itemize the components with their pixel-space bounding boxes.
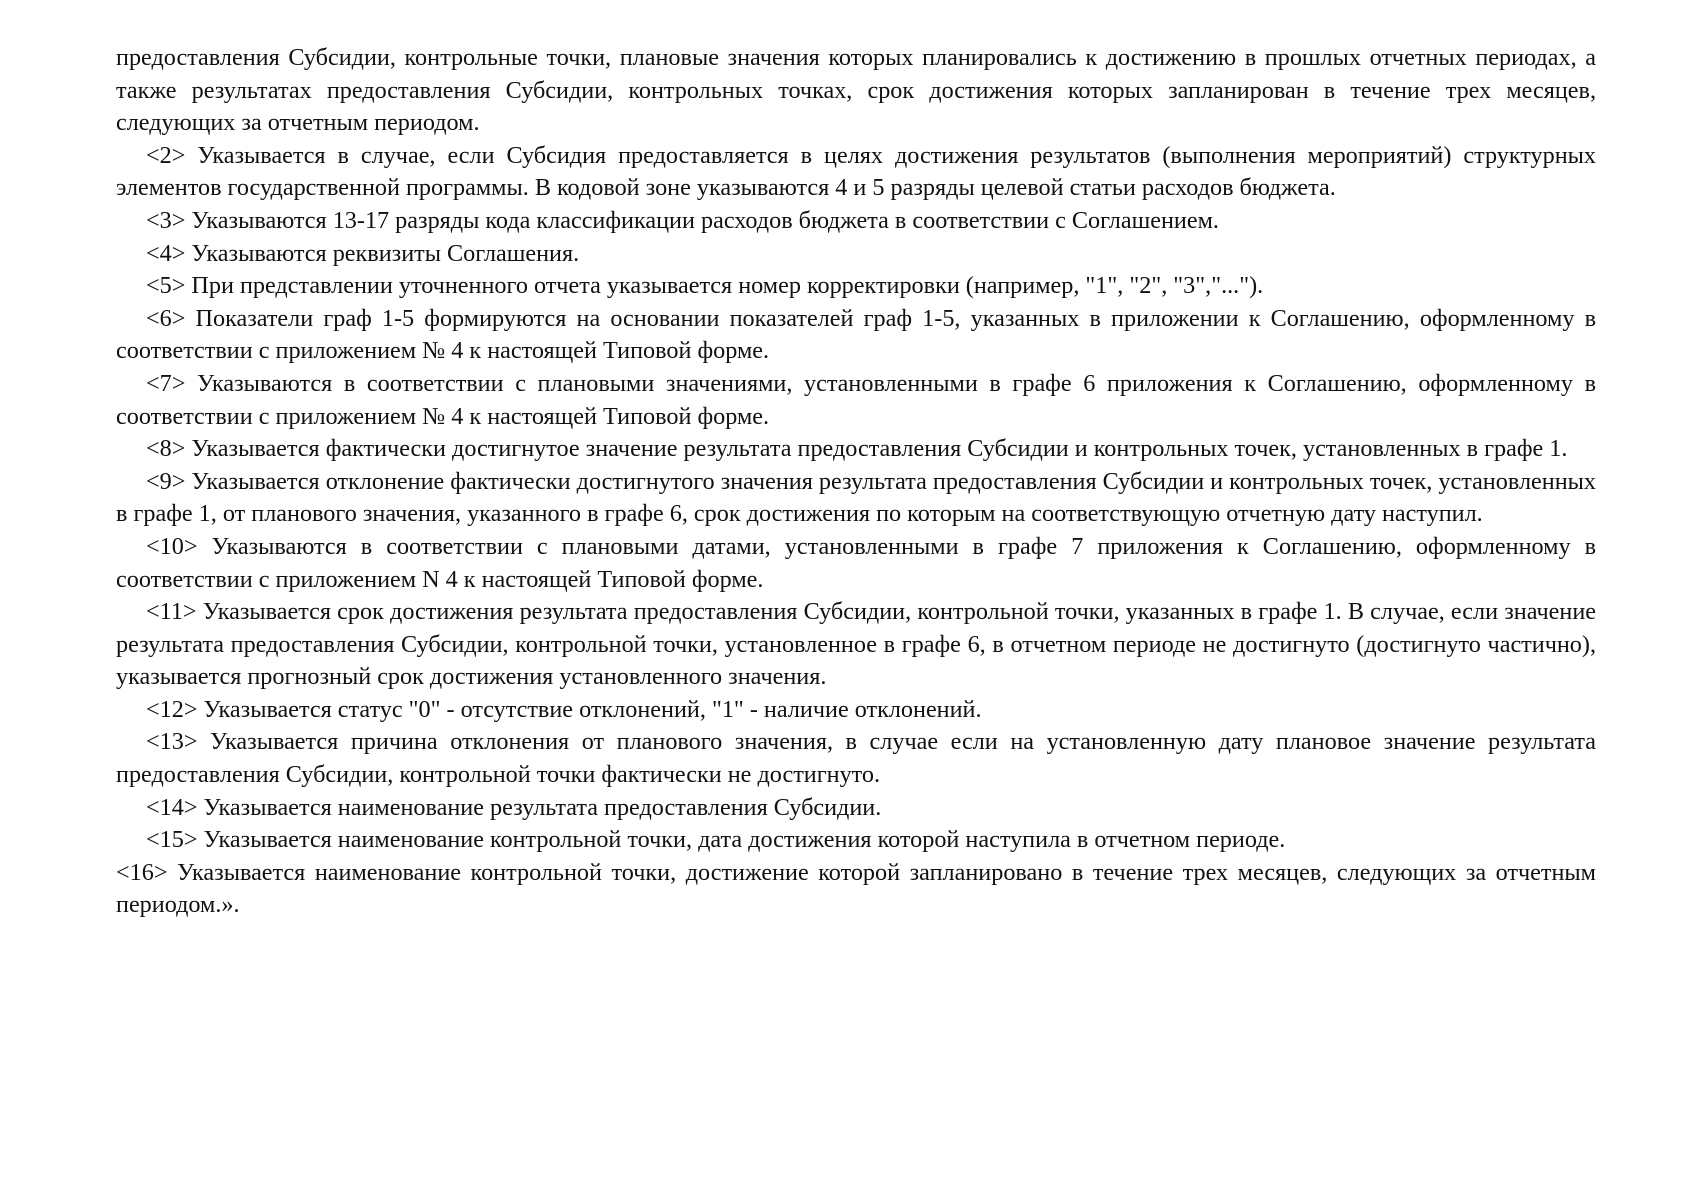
footnote-14: <14> Указывается наименование результата предоставления Субсидии.: [146, 793, 882, 821]
footnote-12: <12> Указывается статус "0" - отсутствие отклонений, "1" - наличие отклонений.: [146, 695, 982, 723]
footnote-3: <3> Указываются 13-17 разряды кода классификации расходов бюджета в соответствии с Соглашением.: [146, 206, 1219, 234]
footnote-10: <10> Указываются в соответствии с плановыми датами, установленными в графе 7 приложения к Соглашению, оформленному в соответствии с приложением N 4 к настоящей Типовой форме.: [116, 532, 1596, 593]
footnote-8: <8> Указывается фактически достигнутое значение результата предоставления Субсидии и контрольных точек, установленных в графе 1.: [146, 435, 1568, 463]
footnote-2: <2> Указывается в случае, если Субсидия предоставляется в целях достижения результатов (выполнения мероприятий) структурных элементов государственной программы. В кодовой зоне указываются 4 и 5 разряды целевой статьи расходов бюджета.: [116, 141, 1596, 202]
footnote-13: <13> Указывается причина отклонения от планового значения, в случае если на установленную дату плановое значение результата предоставления Субсидии, контрольной точки фактически не достигнуто.: [116, 728, 1596, 789]
footnote-7: <7> Указываются в соответствии с плановыми значениями, установленными в графе 6 приложения к Соглашению, оформленному в соответствии с приложением № 4 к настоящей Типовой форме.: [116, 369, 1596, 430]
document-page: [116, 42, 1596, 922]
footnote-11: <11> Указывается срок достижения результата предоставления Субсидии, контрольной точки, указанных в графе 1. В случае, если значение результата предоставления Субсидии, контрольной точки, установленное в графе 6, в отчетном периоде не достигнуто (достигнуто частично), указывается прогнозный срок достижения установленного значения.: [116, 598, 1596, 691]
footnote-9: <9> Указывается отклонение фактически достигнутого значения результата предоставления Субсидии и контрольных точек, установленных в графе 1, от планового значения, указанного в графе 6, срок достижения по которым на соответствующую отчетную дату наступил.: [116, 467, 1596, 528]
footnote-5: <5> При представлении уточненного отчета указывается номер корректировки (например, "1", "2", "3","...").: [146, 272, 1264, 300]
footnote-4: <4> Указываются реквизиты Соглашения.: [146, 239, 580, 267]
footnote-6: <6> Показатели граф 1-5 формируются на основании показателей граф 1-5, указанных в приложении к Соглашению, оформленному в соответствии с приложением № 4 к настоящей Типовой форме.: [116, 304, 1596, 365]
footnote-15: <15> Указывается наименование контрольной точки, дата достижения которой наступила в отчетном периоде.: [146, 826, 1286, 854]
paragraph-continuation: предоставления Субсидии, контрольные точки, плановые значения которых планировались к достижению в прошлых отчетных периодах, а также результатах предоставления Субсидии, контрольных точках, срок достижения которых запланирован в течение трех месяцев, следующих за отчетным периодом.: [116, 44, 1596, 137]
footnote-16: <16> Указывается наименование контрольной точки, достижение которой запланировано в течение трех месяцев, следующих за отчетным периодом.».: [116, 858, 1596, 919]
